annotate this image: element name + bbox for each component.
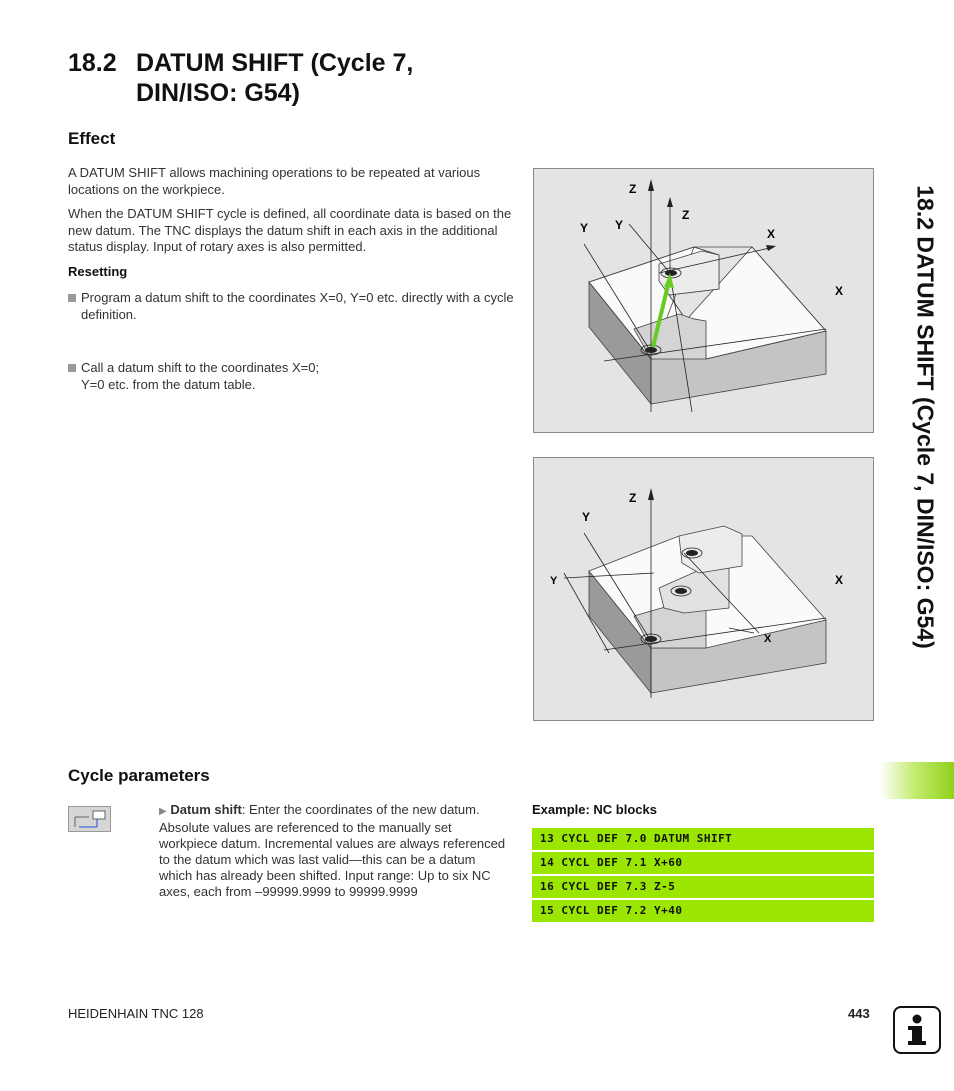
- info-icon: [893, 1006, 941, 1054]
- fig1-x-label-2: X: [835, 284, 844, 298]
- figure-1-drawing: [534, 169, 873, 432]
- page-number: 443: [848, 1006, 870, 1021]
- title-line1: DATUM SHIFT (Cycle 7,: [136, 49, 414, 77]
- resetting-bullet-1: Program a datum shift to the coordinates X=0, Y=0 etc. directly with a cycle definition.: [68, 290, 523, 323]
- fig2-x-label: X: [835, 573, 844, 587]
- nc-block-row: 15 CYCL DEF 7.2 Y+40: [532, 900, 874, 922]
- parameter-description: : Enter the coordinates of the new datum. Absolute values are referenced to the manually set workpiece datum. Incremental values are always referenced to the datum which was last valid—this can be a datum which has already been shifted. Input range: Up to six NC axes, each from –99999.9999 to 99999.9999: [159, 802, 506, 899]
- datum-shift-parameter: [159, 802, 509, 900]
- cycle-parameters-heading: Cycle parameters: [68, 766, 210, 785]
- fig1-y-label-1: Y: [580, 221, 589, 235]
- nc-block-row: 14 CYCL DEF 7.1 X+60: [532, 852, 874, 874]
- title-line2: DIN/ISO: G54): [136, 79, 300, 107]
- datum-shift-softkey-icon: [68, 806, 111, 832]
- fig2-x-dim-label: X: [764, 633, 772, 645]
- fig1-x-label-1: X: [767, 227, 776, 241]
- page-title: [68, 48, 413, 108]
- fig1-y-label-2: Y: [615, 218, 624, 232]
- resetting-heading: Resetting: [68, 264, 128, 279]
- fig2-y-dim-label: Y: [550, 575, 558, 587]
- chapter-tab-marker: [880, 762, 954, 799]
- resetting-bullet-2: Call a datum shift to the coordinates X=0; Y=0 etc. from the datum table.: [68, 360, 341, 393]
- effect-paragraph-2: When the DATUM SHIFT cycle is defined, all coordinate data is based on the new datum. The TNC displays the datum shift in each axis in the additional status display. Input of rotary axes is also permitted.: [68, 206, 512, 254]
- datum-shift-figure-1: [533, 168, 874, 433]
- datum-shift-figure-2: [533, 457, 874, 721]
- fig2-z-label: Z: [629, 491, 637, 505]
- example-heading: Example: NC blocks: [532, 802, 657, 817]
- figure-2-drawing: [534, 458, 873, 720]
- fig2-y-label: Y: [582, 510, 591, 524]
- effect-heading: Effect: [68, 129, 116, 148]
- section-number: 18.2: [68, 49, 117, 77]
- effect-paragraph-1: A DATUM SHIFT allows machining operations to be repeated at various locations on the workpiece.: [68, 165, 481, 197]
- fig1-z-label-2: Z: [682, 208, 690, 222]
- nc-block-row: 16 CYCL DEF 7.3 Z-5: [532, 876, 874, 898]
- parameter-name: Datum shift: [170, 802, 242, 817]
- arrow-right-icon: ▶: [159, 806, 167, 817]
- side-chapter-title: 18.2 DATUM SHIFT (Cycle 7, DIN/ISO: G54): [912, 185, 939, 649]
- fig1-z-label-1: Z: [629, 182, 637, 196]
- nc-block-row: 13 CYCL DEF 7.0 DATUM SHIFT: [532, 828, 874, 850]
- footer-product: HEIDENHAIN TNC 128: [68, 1006, 204, 1021]
